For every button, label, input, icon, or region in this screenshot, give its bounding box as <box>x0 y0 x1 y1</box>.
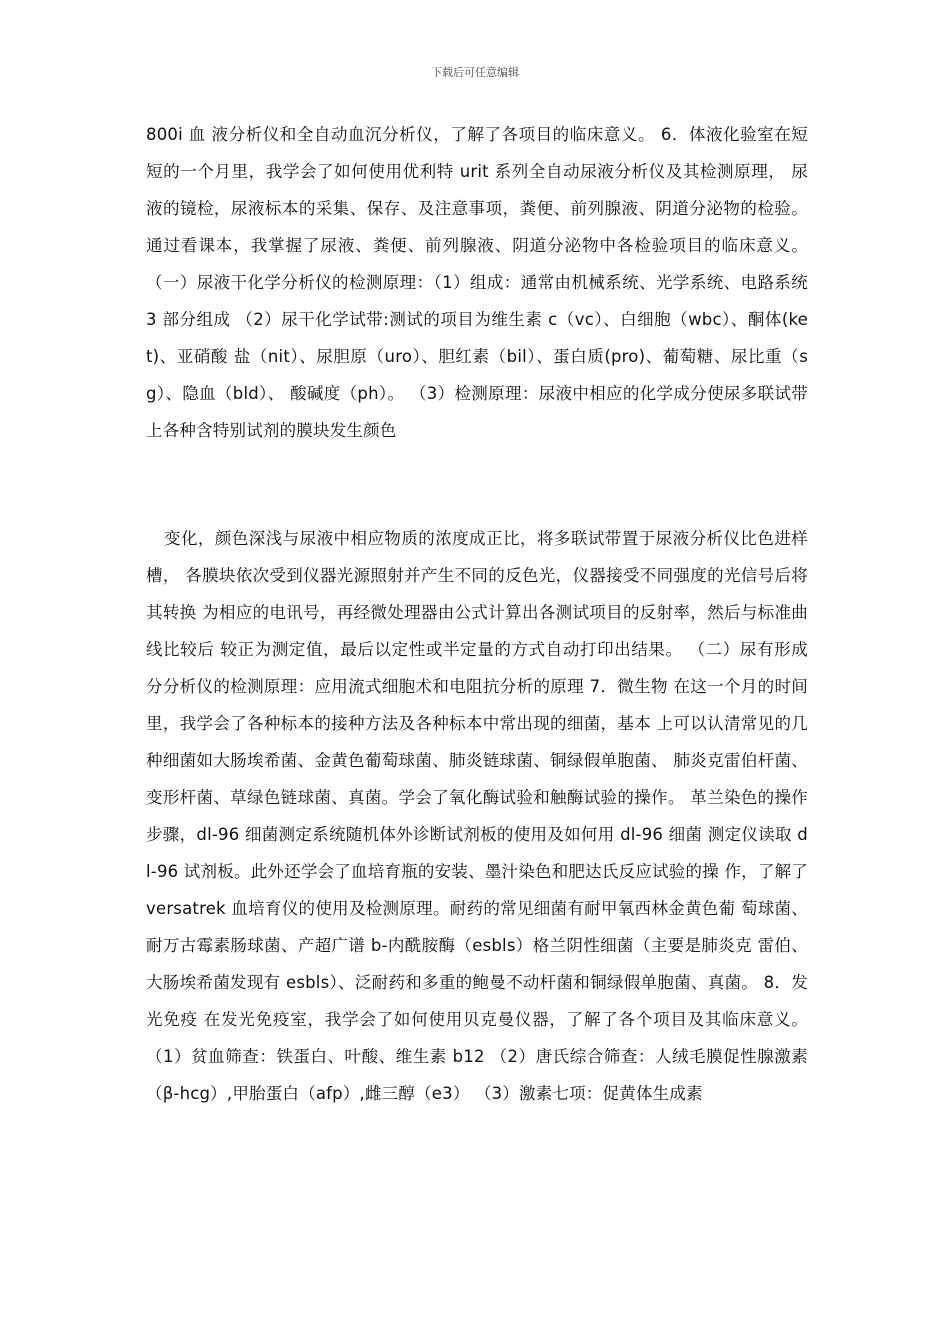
paragraph-2: 变化，颜色深浅与尿液中相应物质的浓度成正比，将多联试带置于尿液分析仪比色进样槽， 各膜块依次受到仪器光源照射并产生不同的反色光，仪器接受不同强度的光信号后将其转换 为相应的电讯号，再经微处理器由公式计算出各测试项目的反射率，然后与标准曲线比较后 较正为测定值，最后以定性或半定量的方式自动打印出结果。 （二）尿有形成分分析仪的检测原理：应用流式细胞术和电阻抗分析的原理 7．微生物 在这一个月的时间里，我学会了各种标本的接种方法及各种标本中常出现的细菌，基本 上可以认清常见的几种细菌如大肠埃希菌、金黄色葡萄球菌、肺炎链球菌、铜绿假单胞菌、 肺炎克雷伯杆菌、变形杆菌、草绿色链球菌、真菌。学会了氧化酶试验和触酶试验的操作。 革兰染色的操作步骤，dl-96 细菌测定系统随机体外诊断试剂板的使用及如何用 dl-96 细菌 测定仪读取 dl-96 试剂板。此外还学会了血培育瓶的安装、墨汁染色和肥达氏反应试验的操 作，了解了 versatrek 血培育仪的使用及检测原理。耐药的常见细菌有耐甲氧西林金黄色葡 萄球菌、耐万古霉素肠球菌、产超广谱 b-内酰胺酶（esbls）格兰阴性细菌（主要是肺炎克 雷伯、大肠埃希菌发现有 esbls）、泛耐药和多重的鲍曼不动杆菌和铜绿假单胞菌、真菌。 8．发光免疫 在发光免疫室，我学会了如何使用贝克曼仪器，了解了各个项目及其临床意义。 （1）贫血筛查：铁蛋白、叶酸、维生素 b12 （2）唐氏综合筛查：人绒毛膜促性腺激素（β-hcg）,甲胎蛋白（afp）,雌三醇（e3） （3）激素七项：促黄体生成素 <box>146 529 808 1103</box>
page-header: 下载后可任意编辑 <box>431 66 519 79</box>
paragraph-1: 800i 血 液分析仪和全自动血沉分析仪，了解了各项目的临床意义。 6．体液化验室在短短的一个月里，我学会了如何使用优利特 urit 系列全自动尿液分析仪及其检测原理， 尿液的镜检，尿液标本的采集、保存、及注意事项，粪便、前列腺液、阴道分泌物的检验。 通过看课本，我掌握了尿液、粪便、前列腺液、阴道分泌物中各检验项目的临床意义。 （一）尿液干化学分析仪的检测原理：（1）组成：通常由机械系统、光学系统、电路系统 3 部分组成 （2）尿干化学试带:测试的项目为维生素 c（vc）、白细胞（wbc）、酮体(ket)、亚硝酸 盐（nit）、尿胆原（uro）、胆红素（bil）、蛋白质(pro)、葡萄糖、尿比重（sg）、隐血（bld）、 酸碱度（ph）。 （3）检测原理：尿液中相应的化学成分使尿多联试带上各种含特别试剂的膜块发生颜色 <box>146 125 808 440</box>
